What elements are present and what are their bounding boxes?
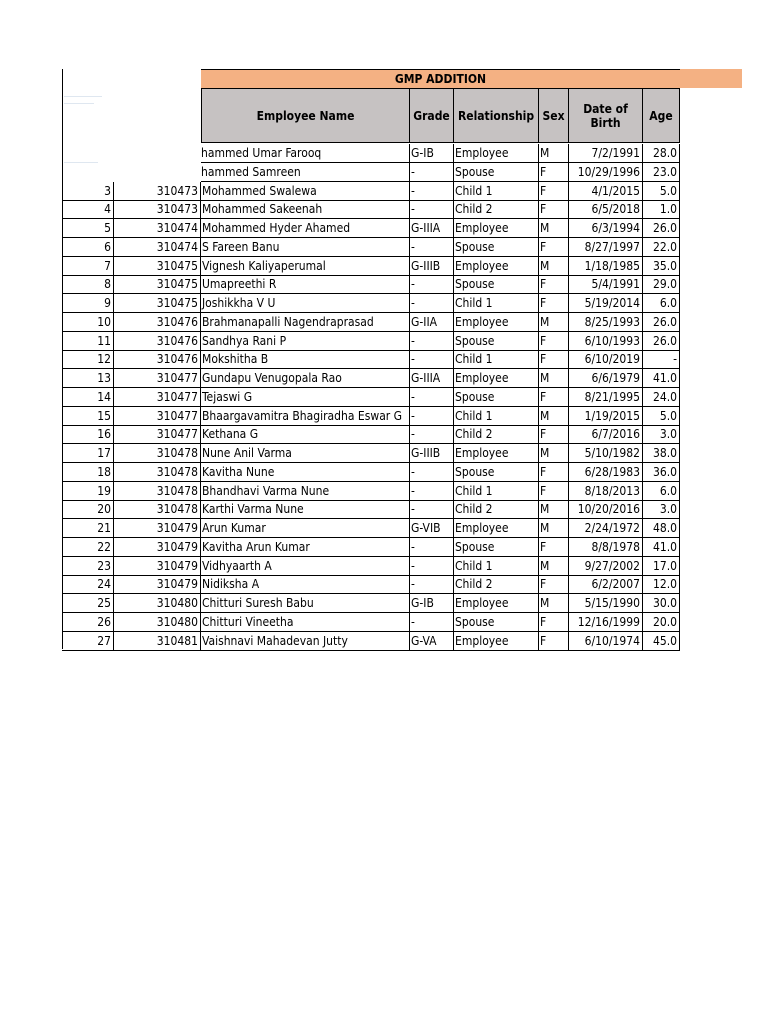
header-date-of-birth: Date of Birth — [568, 88, 643, 143]
table-row — [62, 519, 680, 538]
date-of-birth-cell: 10/20/2016 — [568, 500, 643, 519]
table-row — [62, 388, 680, 407]
table-row — [62, 538, 680, 557]
relationship-cell: Child 2 — [453, 425, 539, 444]
employee-id-cell: 310478 — [113, 500, 201, 519]
age-cell: 38.0 — [642, 444, 680, 463]
age-cell: 23.0 — [642, 163, 680, 182]
employee-name-cell: Sandhya Rani P — [200, 332, 410, 351]
employee-name-cell: Nidiksha A — [200, 575, 410, 594]
table-row — [62, 557, 680, 576]
date-of-birth-cell: 6/28/1983 — [568, 463, 643, 482]
date-of-birth-cell: 10/29/1996 — [568, 163, 643, 182]
age-cell: 17.0 — [642, 557, 680, 576]
age-cell: 26.0 — [642, 313, 680, 332]
table-row — [62, 182, 680, 201]
grade-cell: - — [409, 482, 454, 501]
date-of-birth-cell: 6/10/1974 — [568, 632, 643, 651]
serial-number-cell: 22 — [62, 538, 114, 557]
employee-name-cell: Umapreethi R — [200, 275, 410, 294]
relationship-cell: Child 2 — [453, 500, 539, 519]
employee-id-cell: 310473 — [113, 182, 201, 201]
employee-name-cell: Bhandhavi Varma Nune — [200, 482, 410, 501]
header-sex: Sex — [538, 88, 569, 143]
sex-cell: M — [538, 313, 569, 332]
header-age: Age — [642, 88, 680, 143]
employee-name-cell: Karthi Varma Nune — [200, 500, 410, 519]
grade-cell: - — [409, 407, 454, 426]
serial-number-cell: 25 — [62, 594, 114, 613]
table-row — [62, 144, 680, 163]
relationship-cell: Employee — [453, 632, 539, 651]
serial-number-cell: 17 — [62, 444, 114, 463]
date-of-birth-cell: 4/1/2015 — [568, 182, 643, 201]
grade-cell: - — [409, 613, 454, 632]
age-cell: 36.0 — [642, 463, 680, 482]
table-row — [62, 257, 680, 276]
serial-number-cell: 26 — [62, 613, 114, 632]
sex-cell: F — [538, 538, 569, 557]
sex-cell: M — [538, 519, 569, 538]
sex-cell: F — [538, 238, 569, 257]
sex-cell: F — [538, 463, 569, 482]
grade-cell: - — [409, 500, 454, 519]
serial-number-cell: 18 — [62, 463, 114, 482]
employee-name-cell: Arun Kumar — [200, 519, 410, 538]
relationship-cell: Child 2 — [453, 575, 539, 594]
sex-cell: M — [538, 407, 569, 426]
serial-number-cell: 20 — [62, 500, 114, 519]
date-of-birth-cell: 6/6/1979 — [568, 369, 643, 388]
sex-cell: F — [538, 613, 569, 632]
date-of-birth-cell: 6/5/2018 — [568, 200, 643, 219]
employee-id-cell: 310477 — [113, 407, 201, 426]
relationship-cell: Employee — [453, 444, 539, 463]
sex-cell: M — [538, 594, 569, 613]
employee-id-cell: 310479 — [113, 575, 201, 594]
relationship-cell: Employee — [453, 313, 539, 332]
date-of-birth-cell: 8/18/2013 — [568, 482, 643, 501]
date-of-birth-cell: 8/25/1993 — [568, 313, 643, 332]
sex-cell: F — [538, 632, 569, 651]
sex-cell: F — [538, 275, 569, 294]
grade-cell: G-IIA — [409, 313, 454, 332]
employee-id-cell: 310478 — [113, 463, 201, 482]
serial-number-cell: 21 — [62, 519, 114, 538]
employee-id-cell: 310481 — [113, 632, 201, 651]
sex-cell: M — [538, 144, 569, 163]
age-cell: 20.0 — [642, 613, 680, 632]
age-cell: 6.0 — [642, 482, 680, 501]
grade-cell: G-IIIA — [409, 219, 454, 238]
employee-id-cell: 310475 — [113, 294, 201, 313]
employee-name-cell: Joshikkha V U — [200, 294, 410, 313]
employee-name-cell: Brahmanapalli Nagendraprasad — [200, 313, 410, 332]
employee-name-cell: Mohammed Hyder Ahamed — [200, 219, 410, 238]
serial-number-cell: 4 — [62, 200, 114, 219]
date-of-birth-cell: 6/2/2007 — [568, 575, 643, 594]
serial-number-cell: 27 — [62, 632, 114, 651]
employee-name-cell: Nune Anil Varma — [200, 444, 410, 463]
grade-cell: - — [409, 575, 454, 594]
table-row — [62, 425, 680, 444]
grade-cell: - — [409, 275, 454, 294]
date-of-birth-cell: 5/15/1990 — [568, 594, 643, 613]
date-of-birth-cell: 6/7/2016 — [568, 425, 643, 444]
serial-number-cell: 16 — [62, 425, 114, 444]
sex-cell: M — [538, 219, 569, 238]
sheet-title: GMP ADDITION — [201, 69, 680, 88]
serial-number-cell: 7 — [62, 257, 114, 276]
relationship-cell: Child 1 — [453, 350, 539, 369]
employee-id-cell: 310477 — [113, 369, 201, 388]
table-row — [62, 632, 680, 651]
grade-cell: - — [409, 182, 454, 201]
grade-cell: - — [409, 388, 454, 407]
employee-name-cell: Kavitha Nune — [200, 463, 410, 482]
date-of-birth-cell: 6/10/2019 — [568, 350, 643, 369]
date-of-birth-cell: 5/4/1991 — [568, 275, 643, 294]
serial-number-cell: 24 — [62, 575, 114, 594]
serial-number-cell: 19 — [62, 482, 114, 501]
table-row — [62, 613, 680, 632]
employee-name-cell: Gundapu Venugopala Rao — [200, 369, 410, 388]
table-row — [62, 294, 680, 313]
date-of-birth-cell: 8/21/1995 — [568, 388, 643, 407]
relationship-cell: Child 1 — [453, 482, 539, 501]
age-cell: 41.0 — [642, 369, 680, 388]
table-row — [62, 575, 680, 594]
employee-id-cell: 310476 — [113, 350, 201, 369]
employee-id-cell: 310477 — [113, 425, 201, 444]
employee-id-cell: 310480 — [113, 594, 201, 613]
employee-name-cell: Bhaargavamitra Bhagiradha Eswar G — [200, 407, 410, 426]
serial-number-cell: 10 — [62, 313, 114, 332]
grade-cell: G-IB — [409, 144, 454, 163]
table-row — [62, 332, 680, 351]
table-row — [62, 275, 680, 294]
age-cell: 1.0 — [642, 200, 680, 219]
relationship-cell: Child 1 — [453, 182, 539, 201]
relationship-cell: Employee — [453, 257, 539, 276]
sex-cell: M — [538, 557, 569, 576]
age-cell: 5.0 — [642, 182, 680, 201]
sex-cell: F — [538, 482, 569, 501]
sex-cell: F — [538, 182, 569, 201]
date-of-birth-cell: 2/24/1972 — [568, 519, 643, 538]
relationship-cell: Spouse — [453, 388, 539, 407]
relationship-cell: Spouse — [453, 463, 539, 482]
age-cell: 24.0 — [642, 388, 680, 407]
employee-name-cell: Mohammed Sakeenah — [200, 200, 410, 219]
relationship-cell: Employee — [453, 144, 539, 163]
sex-cell: M — [538, 257, 569, 276]
table-row — [62, 407, 680, 426]
sex-cell: F — [538, 200, 569, 219]
grade-cell: - — [409, 332, 454, 351]
sex-cell: M — [538, 444, 569, 463]
date-of-birth-cell: 5/19/2014 — [568, 294, 643, 313]
relationship-cell: Child 1 — [453, 294, 539, 313]
relationship-cell: Spouse — [453, 332, 539, 351]
date-of-birth-cell: 12/16/1999 — [568, 613, 643, 632]
employee-id-cell: 310477 — [113, 388, 201, 407]
employee-name-cell: Chitturi Suresh Babu — [200, 594, 410, 613]
serial-number-cell: 13 — [62, 369, 114, 388]
sex-cell: F — [538, 294, 569, 313]
age-cell: 3.0 — [642, 500, 680, 519]
employee-name-cell: Mokshitha B — [200, 350, 410, 369]
table-row — [62, 500, 680, 519]
table-row — [62, 163, 680, 182]
grade-cell: - — [409, 200, 454, 219]
serial-number-cell: 15 — [62, 407, 114, 426]
serial-number-cell: 6 — [62, 238, 114, 257]
sex-cell: F — [538, 425, 569, 444]
employee-name-cell: Tejaswi G — [200, 388, 410, 407]
age-cell: 48.0 — [642, 519, 680, 538]
employee-id-cell: 310480 — [113, 613, 201, 632]
relationship-cell: Child 2 — [453, 200, 539, 219]
employee-id-cell: 310479 — [113, 557, 201, 576]
employee-id-cell: 310475 — [113, 257, 201, 276]
employee-name-cell: hammed Umar Farooq — [201, 144, 410, 163]
employee-name-cell: hammed Samreen — [201, 163, 410, 182]
age-cell: 26.0 — [642, 332, 680, 351]
employee-id-cell: 310479 — [113, 519, 201, 538]
relationship-cell: Child 1 — [453, 557, 539, 576]
relationship-cell: Spouse — [453, 163, 539, 182]
date-of-birth-cell: 1/18/1985 — [568, 257, 643, 276]
grade-cell: - — [409, 463, 454, 482]
employee-name-cell: S Fareen Banu — [200, 238, 410, 257]
relationship-cell: Employee — [453, 369, 539, 388]
age-cell: 3.0 — [642, 425, 680, 444]
age-cell: 29.0 — [642, 275, 680, 294]
relationship-cell: Employee — [453, 219, 539, 238]
employee-id-cell: 310478 — [113, 444, 201, 463]
header-grade: Grade — [409, 88, 454, 143]
date-of-birth-cell: 8/8/1978 — [568, 538, 643, 557]
sex-cell: F — [538, 350, 569, 369]
age-cell: 26.0 — [642, 219, 680, 238]
sex-cell: F — [538, 575, 569, 594]
table-row — [62, 444, 680, 463]
table-row — [62, 369, 680, 388]
grade-cell: - — [409, 163, 454, 182]
employee-name-cell: Kavitha Arun Kumar — [200, 538, 410, 557]
serial-number-cell: 23 — [62, 557, 114, 576]
employee-id-cell: 310474 — [113, 238, 201, 257]
relationship-cell: Child 1 — [453, 407, 539, 426]
age-cell: 12.0 — [642, 575, 680, 594]
serial-number-cell: 8 — [62, 275, 114, 294]
date-of-birth-cell: 6/10/1993 — [568, 332, 643, 351]
grade-cell: - — [409, 557, 454, 576]
table-row — [62, 313, 680, 332]
table-row — [62, 594, 680, 613]
header-employee-name: Employee Name — [201, 88, 410, 143]
table-row — [62, 350, 680, 369]
grade-cell: G-IIIB — [409, 257, 454, 276]
grade-cell: - — [409, 425, 454, 444]
age-cell: 45.0 — [642, 632, 680, 651]
table-row — [62, 463, 680, 482]
employee-id-cell: 310478 — [113, 482, 201, 501]
date-of-birth-cell: 9/27/2002 — [568, 557, 643, 576]
relationship-cell: Spouse — [453, 275, 539, 294]
table-row — [62, 219, 680, 238]
employee-id-cell: 310476 — [113, 332, 201, 351]
serial-number-cell: 5 — [62, 219, 114, 238]
date-of-birth-cell: 7/2/1991 — [568, 144, 643, 163]
sex-cell: M — [538, 369, 569, 388]
grade-cell: G-VA — [409, 632, 454, 651]
grade-cell: G-IIIA — [409, 369, 454, 388]
faded-mark — [64, 103, 94, 104]
table-row — [62, 238, 680, 257]
employee-name-cell: Vidhyaarth A — [200, 557, 410, 576]
age-cell: 30.0 — [642, 594, 680, 613]
employee-id-cell: 310475 — [113, 275, 201, 294]
grade-cell: - — [409, 294, 454, 313]
employee-name-cell: Vaishnavi Mahadevan Jutty — [200, 632, 410, 651]
grade-cell: G-IIIB — [409, 444, 454, 463]
sex-cell: F — [538, 332, 569, 351]
age-cell: - — [642, 350, 680, 369]
date-of-birth-cell: 1/19/2015 — [568, 407, 643, 426]
employee-name-cell: Chitturi Vineetha — [200, 613, 410, 632]
age-cell: 41.0 — [642, 538, 680, 557]
employee-id-cell: 310474 — [113, 219, 201, 238]
serial-number-cell: 9 — [62, 294, 114, 313]
relationship-cell: Employee — [453, 594, 539, 613]
employee-name-cell: Mohammed Swalewa — [200, 182, 410, 201]
table-row — [62, 200, 680, 219]
employee-name-cell: Vignesh Kaliyaperumal — [200, 257, 410, 276]
date-of-birth-cell: 5/10/1982 — [568, 444, 643, 463]
relationship-cell: Spouse — [453, 538, 539, 557]
grade-cell: - — [409, 538, 454, 557]
grade-cell: G-IB — [409, 594, 454, 613]
faded-mark — [64, 96, 102, 97]
serial-number-cell: 3 — [62, 182, 114, 201]
age-cell: 6.0 — [642, 294, 680, 313]
sex-cell: F — [538, 388, 569, 407]
date-of-birth-cell: 8/27/1997 — [568, 238, 643, 257]
employee-name-cell: Kethana G — [200, 425, 410, 444]
employee-id-cell: 310476 — [113, 313, 201, 332]
serial-number-cell: 11 — [62, 332, 114, 351]
age-cell: 5.0 — [642, 407, 680, 426]
age-cell: 35.0 — [642, 257, 680, 276]
grade-cell: - — [409, 350, 454, 369]
header-relationship: Relationship — [453, 88, 539, 143]
serial-number-cell: 14 — [62, 388, 114, 407]
employee-id-cell: 310473 — [113, 200, 201, 219]
grade-cell: - — [409, 238, 454, 257]
age-cell: 28.0 — [642, 144, 680, 163]
table-row — [62, 482, 680, 501]
relationship-cell: Employee — [453, 519, 539, 538]
date-of-birth-cell: 6/3/1994 — [568, 219, 643, 238]
sex-cell: M — [538, 500, 569, 519]
age-cell: 22.0 — [642, 238, 680, 257]
relationship-cell: Spouse — [453, 613, 539, 632]
grade-cell: G-VIB — [409, 519, 454, 538]
serial-number-cell: 12 — [62, 350, 114, 369]
sex-cell: F — [538, 163, 569, 182]
relationship-cell: Spouse — [453, 238, 539, 257]
employee-id-cell: 310479 — [113, 538, 201, 557]
